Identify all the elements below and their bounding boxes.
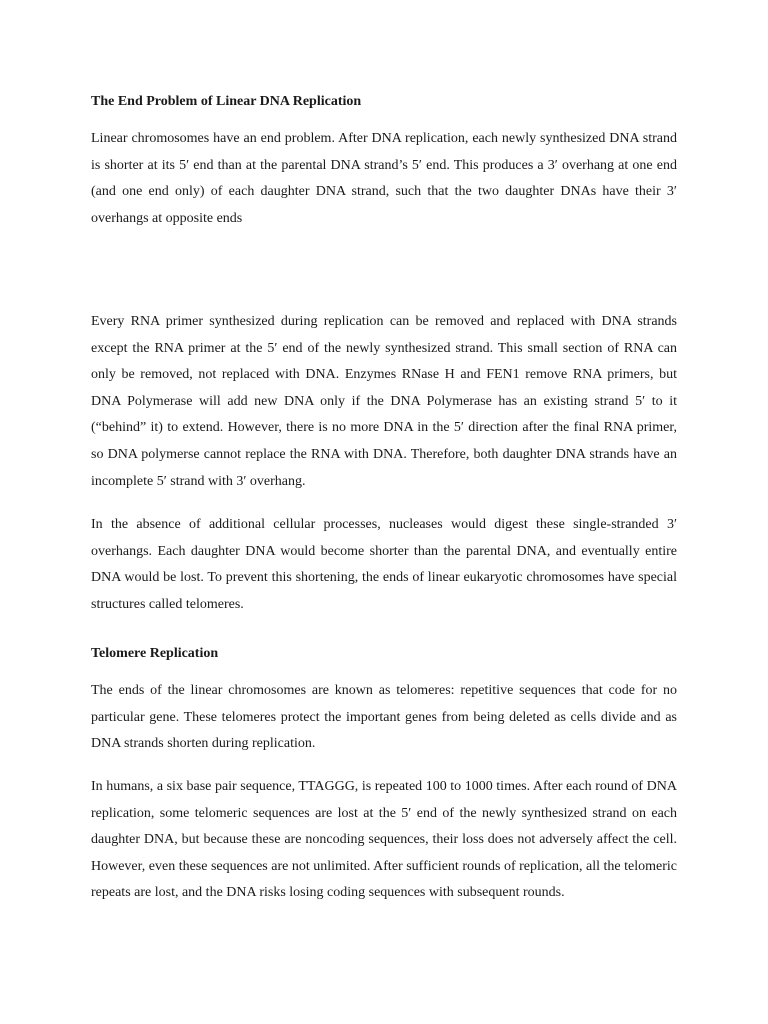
section-heading-end-problem: The End Problem of Linear DNA Replication [91, 94, 362, 109]
paragraph-rna-primer: Every RNA primer synthesized during replication can be removed and replaced with DNA strands except the RNA primer at the 5′ end of the newly synthesized strand. This small section of RNA can only be removed, not replaced with DNA. Enzymes RNase H and FEN1 remove RNA primers, but DNA Polymerase will add new DNA only if the DNA Polymerase has an existing strand 5′ to it (“behind” it) to extend. However, there is no more DNA in the 5′ direction after the final RNA primer, so DNA polymerse cannot replace the RNA with DNA. Therefore, both daughter DNA strands have an incomplete 5′ strand with 3′ overhang. [91, 314, 677, 489]
paragraph-nucleases: In the absence of additional cellular processes, nucleases would digest these single-stranded 3′ overhangs. Each daughter DNA would become shorter than the parental DNA, and eventually entire DNA would be lost. To prevent this shortening, the ends of linear eukaryotic chromosomes have special structures called telomeres. [91, 517, 677, 612]
section-heading-telomere-replication: Telomere Replication [91, 646, 219, 661]
paragraph-telomeres-definition: The ends of the linear chromosomes are known as telomeres: repetitive sequences that code for no particular gene. These telomeres protect the important genes from being deleted as cells divide and as DNA strands shorten during replication. [91, 683, 677, 752]
paragraph-end-problem-intro: Linear chromosomes have an end problem. After DNA replication, each newly synthesized DNA strand is shorter at its 5′ end than at the parental DNA strand’s 5′ end. This produces a 3′ overhang at one end (and one end only) of each daughter DNA strand, such that the two daughter DNAs have their 3′ overhangs at opposite ends [91, 131, 677, 226]
paragraph-ttaggg-repeats: In humans, a six base pair sequence, TTAGGG, is repeated 100 to 1000 times. After each round of DNA replication, some telomeric sequences are lost at the 5′ end of the newly synthesized strand on each daughter DNA, but because these are noncoding sequences, their loss does not adversely affect the cell. However, even these sequences are not unlimited. After sufficient rounds of replication, all the telomeric repeats are lost, and the DNA risks losing coding sequences with subsequent rounds. [91, 779, 677, 901]
